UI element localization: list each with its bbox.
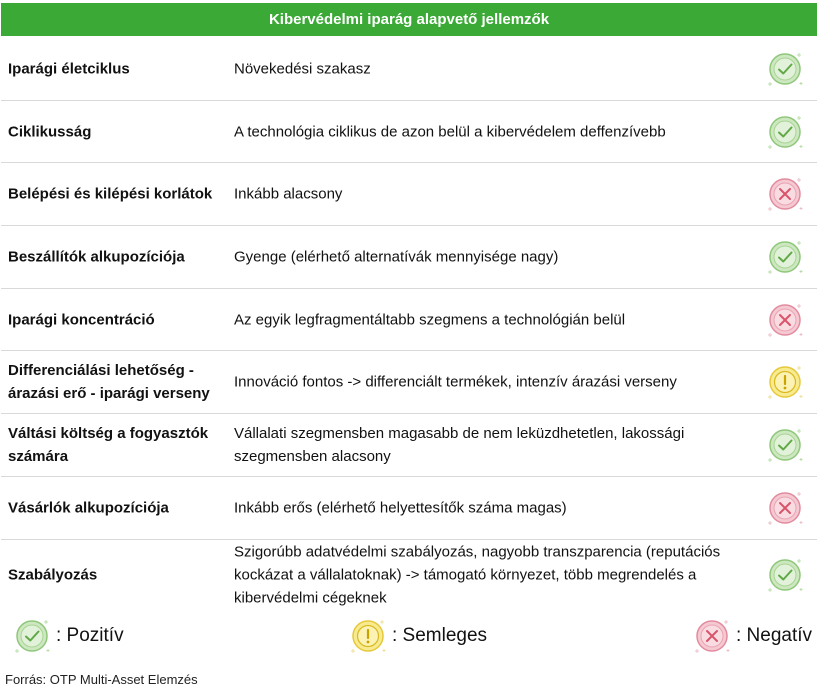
negative-x-icon — [765, 174, 805, 214]
table-row — [1, 414, 817, 477]
row-label: Váltási költség a fogyasztók számára — [8, 425, 209, 465]
negative-x-icon — [692, 616, 736, 656]
table-row — [1, 101, 817, 163]
row-description: Gyenge (elérhető alternatívák mennyisége nagy) — [234, 248, 559, 266]
table-row — [1, 289, 817, 351]
negative-x-icon — [765, 300, 805, 340]
table-row — [1, 540, 817, 610]
positive-check-icon — [765, 425, 805, 465]
row-label: Beszállítók alkupozíciója — [8, 248, 185, 266]
row-description: A technológia ciklikus de azon belül a kibervédelem deffenzívebb — [234, 123, 666, 140]
positive-check-icon — [765, 237, 805, 277]
table-row — [1, 477, 817, 540]
row-description: Az egyik legfragmentáltabb szegmens a technológián belül — [234, 311, 626, 328]
row-label: Iparági koncentráció — [8, 311, 155, 328]
row-label: Vásárlók alkupozíciója — [8, 499, 169, 517]
table-row — [1, 226, 817, 289]
row-label: Iparági életciklus — [8, 60, 130, 77]
row-label: Ciklikusság — [8, 123, 92, 140]
row-description: Szigorúbb adatvédelmi szabályozás, nagyobb transzparencia (reputációs kockázat a vállalatoknak) -> támogató környezet, több megrendelés a kibervédelmi cégeknek — [234, 543, 721, 607]
table-title: Kibervédelmi iparág alapvető jellemzők — [1, 3, 817, 36]
positive-check-icon — [765, 555, 805, 595]
row-label: Szabályozás — [8, 566, 98, 584]
neutral-warning-icon — [765, 362, 805, 402]
table-row — [1, 351, 817, 414]
table-row — [1, 37, 817, 101]
row-description: Vállalati szegmensben magasabb de nem leküzdhetetlen, lakossági szegmensben alacsony — [234, 425, 685, 465]
row-description: Innováció fontos -> differenciált termékek, intenzív árazási verseny — [234, 373, 677, 391]
row-description: Inkább erős (elérhető helyettesítők száma magas) — [234, 499, 567, 517]
neutral-warning-icon — [348, 616, 392, 656]
positive-check-icon — [12, 616, 56, 656]
row-description: Inkább alacsony — [234, 185, 343, 203]
positive-check-icon — [765, 112, 805, 152]
negative-x-icon — [765, 488, 805, 528]
positive-check-icon — [765, 49, 805, 89]
legend-negative-label: : Negatív — [736, 625, 813, 646]
legend-negative — [692, 616, 812, 656]
legend-positive — [12, 616, 124, 656]
legend-neutral-label: : Semleges — [392, 625, 488, 646]
source-note: Forrás: OTP Multi-Asset Elemzés — [5, 672, 198, 687]
legend-positive-label: : Pozitív — [56, 625, 124, 646]
row-label: Belépési és kilépési korlátok — [8, 185, 213, 203]
row-label: Differenciálási lehetőség - árazási erő - iparági verseny — [8, 362, 210, 402]
legend-neutral — [348, 616, 487, 656]
table-row — [1, 163, 817, 226]
row-description: Növekedési szakasz — [234, 60, 371, 77]
